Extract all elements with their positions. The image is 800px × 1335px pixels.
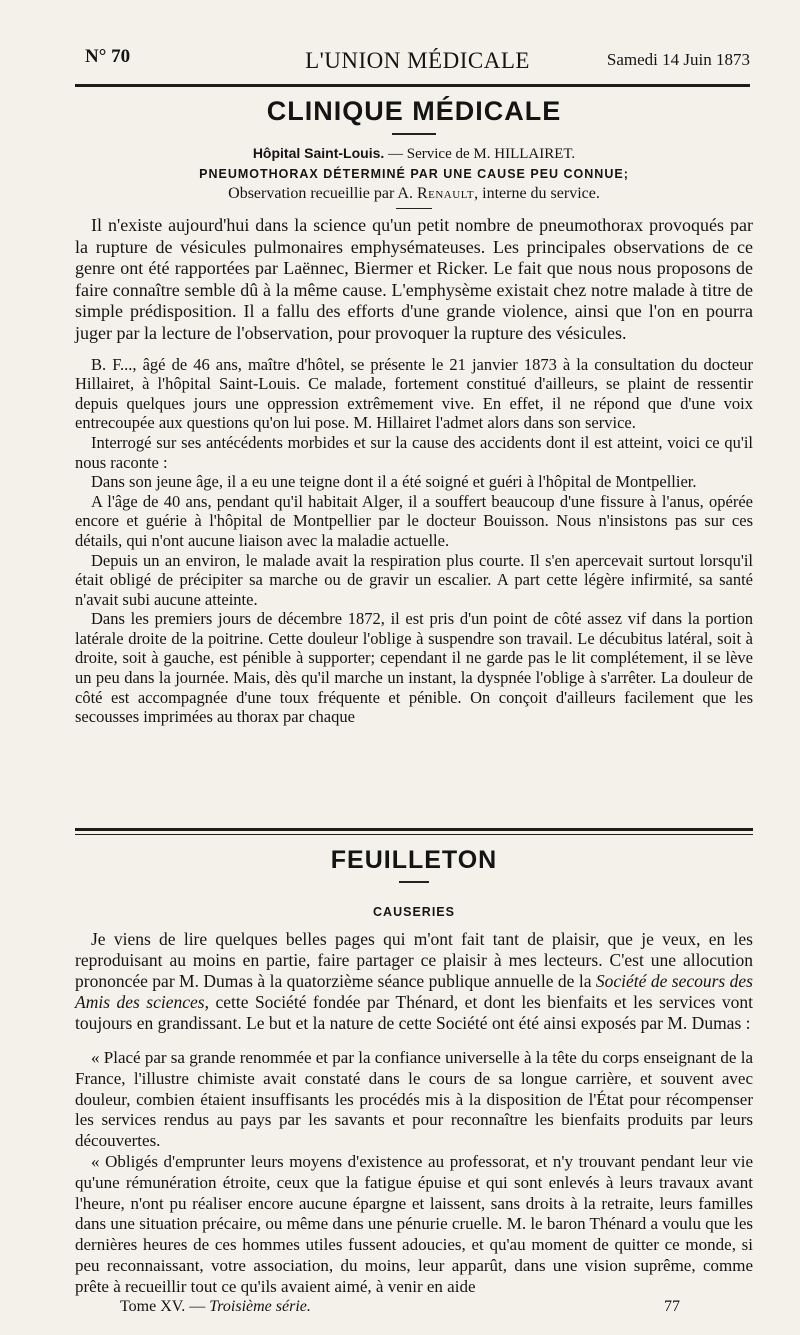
case-paragraph-4: A l'âge de 40 ans, pendant qu'il habitait Alger, il a souffert beaucoup d'une fissure à l'anus, opérée encore et guérie à l'hôpital de Montpellier par le docteur Bouisson. Nous n'insistons pas sur ces détails, qui n'ont aucune liaison avec la maladie actuelle. bbox=[75, 491, 753, 550]
title-underline bbox=[392, 133, 436, 135]
credit-underline bbox=[396, 208, 432, 209]
hospital-line bbox=[75, 145, 753, 163]
volume-text: Tome XV. — bbox=[120, 1298, 210, 1315]
case-paragraph-1: B. F..., âgé de 46 ans, maître d'hôtel, se présente le 21 janvier 1873 à la consultation du docteur Hillairet, à l'hôpital Saint-Louis. Ce malade, fortement constitué d'ailleurs, se plaint de ressentir depuis quelques jours une oppression extrêmement vive. En effet, il ne répond que d'une voix entrecoupée aux questions qu'on lui pose. M. Hillairet l'admet alors dans son service. bbox=[75, 354, 753, 433]
observation-credit bbox=[75, 185, 753, 203]
p1-before: Je viens de lire quelques belles pages qui m'ont fait tant de plaisir, que je veux, en les reproduisant au moins en partie, faire partager ce plaisir à mes lecteurs. C'est une allocution prononcée par M. Dumas à la quatorzième séance publique annuelle de la bbox=[75, 929, 753, 991]
observation-suffix: , interne du service. bbox=[474, 185, 600, 202]
feuilleton-underline bbox=[399, 881, 429, 883]
intro-paragraph: Il n'existe aujourd'hui dans la science qu'un petit nombre de pneumothorax provoqués par la rupture de vésicules pulmonaires emphysémateuses. Les principales observations de ce genre ont été rapportées par Laënnec, Biermer et Ricker. Le fait que nous nous proposons de faire connaître semble dû à la même cause. L'emphysème existait chez notre malade à titre de simple prédisposition. Il a fallu des efforts d'une grande violence, ainsi que l'on en pourra juger par la lecture de l'observation, pour provoquer la rupture des vésicules. bbox=[75, 215, 753, 343]
page-number: 77 bbox=[664, 1298, 680, 1315]
clinique-title: CLINIQUE MÉDICALE bbox=[266, 96, 562, 126]
issue-date: Samedi 14 Juin 1873 bbox=[606, 50, 750, 69]
case-title: PNEUMOTHORAX DÉTERMINÉ PAR UNE CAUSE PEU CONNUE; bbox=[199, 167, 629, 181]
feuilleton-paragraph-1 bbox=[75, 929, 753, 1034]
clinique-section bbox=[75, 96, 753, 727]
p1-after: , cette Société fondée par Thénard, et dont les bienfaits et les services vont toujours en grandissant. Le but et la nature de cette Société ont été ainsi exposés par M. Dumas : bbox=[75, 992, 753, 1033]
header-rule bbox=[75, 84, 750, 87]
case-paragraph-3: Dans son jeune âge, il a eu une teigne dont il a été soigné et guéri à l'hôpital de Montpellier. bbox=[91, 472, 697, 492]
causeries-subtitle: CAUSERIES bbox=[373, 905, 455, 919]
hospital-label: Hôpital Saint-Louis. bbox=[252, 145, 385, 161]
quote-paragraph-2: « Obligés d'emprunter leurs moyens d'existence au professorat, et n'y trouvant pendant leur vie qu'une rémunération étroite, ceux que la fatigue épuise et qui sont enlevés à leurs travaux avant l'heure, n'ont pu réaliser encore aucune épargne et laissent, sans droits à la retraite, leurs familles dans une situation précaire, ou même dans une pénurie cruelle. M. le baron Thénard a voulu que les dernières heures de ces hommes utiles fussent adoucies, et qu'au moment de quitter ce monde, si peu reconnaissant, votre association, du moins, leur apparût, dans une vision suprême, comme prête à recueillir tout ce qu'ils avaient aimé, à venir en aide bbox=[75, 1151, 753, 1296]
feuilleton-title: FEUILLETON bbox=[330, 846, 498, 874]
case-paragraph-2: Interrogé sur ses antécédents morbides et sur la cause des accidents dont il est atteint, voici ce qu'il nous raconte : bbox=[75, 432, 753, 472]
feuilleton-section bbox=[75, 846, 753, 1298]
case-paragraph-6: Dans les premiers jours de décembre 1872, il est pris d'un point de côté assez vif dans la portion latérale droite de la poitrine. Cette douleur l'oblige à suspendre son travail. Le décubitus latéral, soit à droite, soit à gauche, est pénible à supporter; cependant il ne garde pas le lit complétement, il se lève un peu dans la journée. Mais, dès qu'il marche un instant, la dyspnée l'oblige à s'arrêter. La douleur de côté est accompagnée d'une toux fréquente et pénible. On conçoit d'ailleurs facilement que les secousses imprimées au thorax par chaque bbox=[75, 609, 753, 727]
dumas-quote bbox=[75, 1048, 753, 1298]
society-name: Société de secours des Amis des sciences bbox=[75, 971, 753, 1012]
observation-prefix: Observation recueillie par A. bbox=[228, 185, 417, 202]
journal-title: L'UNION MÉDICALE bbox=[305, 48, 530, 73]
observation-name: Renault bbox=[416, 185, 475, 202]
observation-body bbox=[75, 355, 753, 727]
issue-number: N° 70 bbox=[85, 46, 131, 67]
series-label: Troisième série. bbox=[209, 1298, 311, 1315]
hospital-service: — Service de M. HILLAIRET. bbox=[384, 146, 576, 162]
feuilleton-separator bbox=[75, 828, 753, 835]
quote-paragraph-1: « Placé par sa grande renommée et par la confiance universelle à la tête du corps enseignant de la France, l'illustre chimiste avait constaté dans le cours de sa longue carrière, et souvent avec douleur, combien étaient insuffisants les procédés mis à la disposition de l'État pour récompenser les services rendus au pays par les savants et pour reconnaître les bienfaits produits par leurs découvertes. bbox=[75, 1048, 753, 1151]
case-paragraph-5: Depuis un an environ, le malade avait la respiration plus courte. Il s'en apercevait surtout lorsqu'il était obligé de précipiter sa marche ou de gravir un escalier. A part cette légère infirmité, sa santé n'avait subi aucune atteinte. bbox=[75, 550, 753, 609]
page-header bbox=[85, 40, 750, 80]
volume-label bbox=[120, 1298, 311, 1316]
